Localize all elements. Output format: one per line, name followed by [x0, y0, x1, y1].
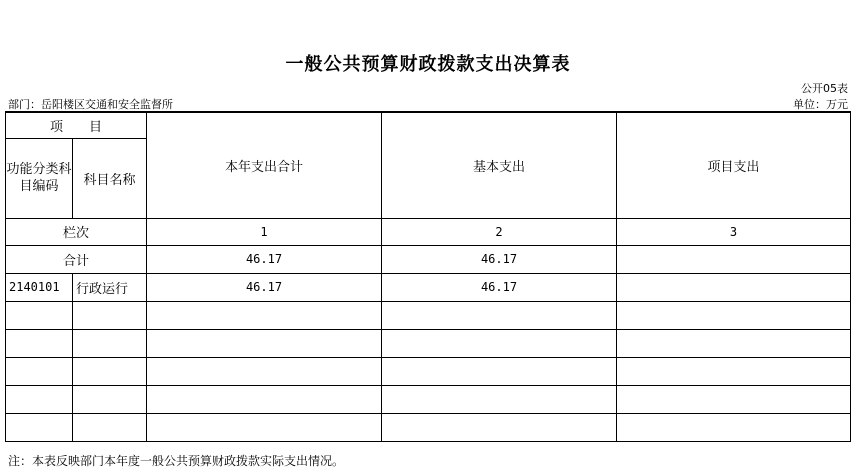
- table-row: [6, 357, 851, 385]
- column-number-3: 3: [617, 218, 851, 245]
- column-number-2: 2: [382, 218, 617, 245]
- row-basic: [382, 329, 617, 357]
- sum-project: [617, 245, 851, 273]
- header-total: 本年支出合计: [147, 112, 382, 218]
- row-basic: [382, 385, 617, 413]
- column-number-label: 栏次: [6, 218, 147, 245]
- row-total: [147, 329, 382, 357]
- row-name: [73, 301, 147, 329]
- header-func-code: 功能分类科目编码: [6, 138, 73, 218]
- header-basic: 基本支出: [382, 112, 617, 218]
- row-project: [617, 413, 851, 441]
- row-code: [6, 385, 73, 413]
- row-project: [617, 385, 851, 413]
- row-basic: [382, 357, 617, 385]
- row-code: [6, 301, 73, 329]
- row-basic: 46.17: [382, 273, 617, 301]
- header-subject-name: 科目名称: [73, 138, 147, 218]
- row-code: [6, 413, 73, 441]
- row-name: [73, 329, 147, 357]
- table-row: [6, 329, 851, 357]
- row-project: [617, 329, 851, 357]
- sum-total: 46.17: [147, 245, 382, 273]
- table-row: [6, 273, 851, 301]
- row-basic: [382, 413, 617, 441]
- column-number-1: 1: [147, 218, 382, 245]
- row-name: [73, 357, 147, 385]
- department-label: 部门：岳阳楼区交通和安全监督所: [8, 98, 173, 111]
- row-total: [147, 413, 382, 441]
- table-row: [6, 385, 851, 413]
- table-row: [6, 413, 851, 441]
- row-code: [6, 357, 73, 385]
- header-project: 项目支出: [617, 112, 851, 218]
- row-total: [147, 301, 382, 329]
- page-title: 一般公共预算财政拨款支出决算表: [285, 54, 571, 75]
- row-name: [73, 385, 147, 413]
- row-basic: [382, 301, 617, 329]
- row-total: [147, 357, 382, 385]
- header-item: 项 目: [6, 112, 147, 138]
- row-project: [617, 357, 851, 385]
- row-project: [617, 301, 851, 329]
- row-name: 行政运行: [73, 273, 147, 301]
- row-project: [617, 273, 851, 301]
- expenditure-table: [5, 111, 851, 442]
- unit-label: 单位：万元: [793, 98, 848, 111]
- form-number: 公开05表: [801, 82, 848, 95]
- sum-basic: 46.17: [382, 245, 617, 273]
- row-code: 2140101: [6, 273, 73, 301]
- row-name: [73, 413, 147, 441]
- sum-row-label: 合计: [6, 245, 147, 273]
- row-total: [147, 385, 382, 413]
- table-row: [6, 301, 851, 329]
- row-total: 46.17: [147, 273, 382, 301]
- row-code: [6, 329, 73, 357]
- footnote: 注：本表反映部门本年度一般公共预算财政拨款实际支出情况。: [8, 454, 345, 468]
